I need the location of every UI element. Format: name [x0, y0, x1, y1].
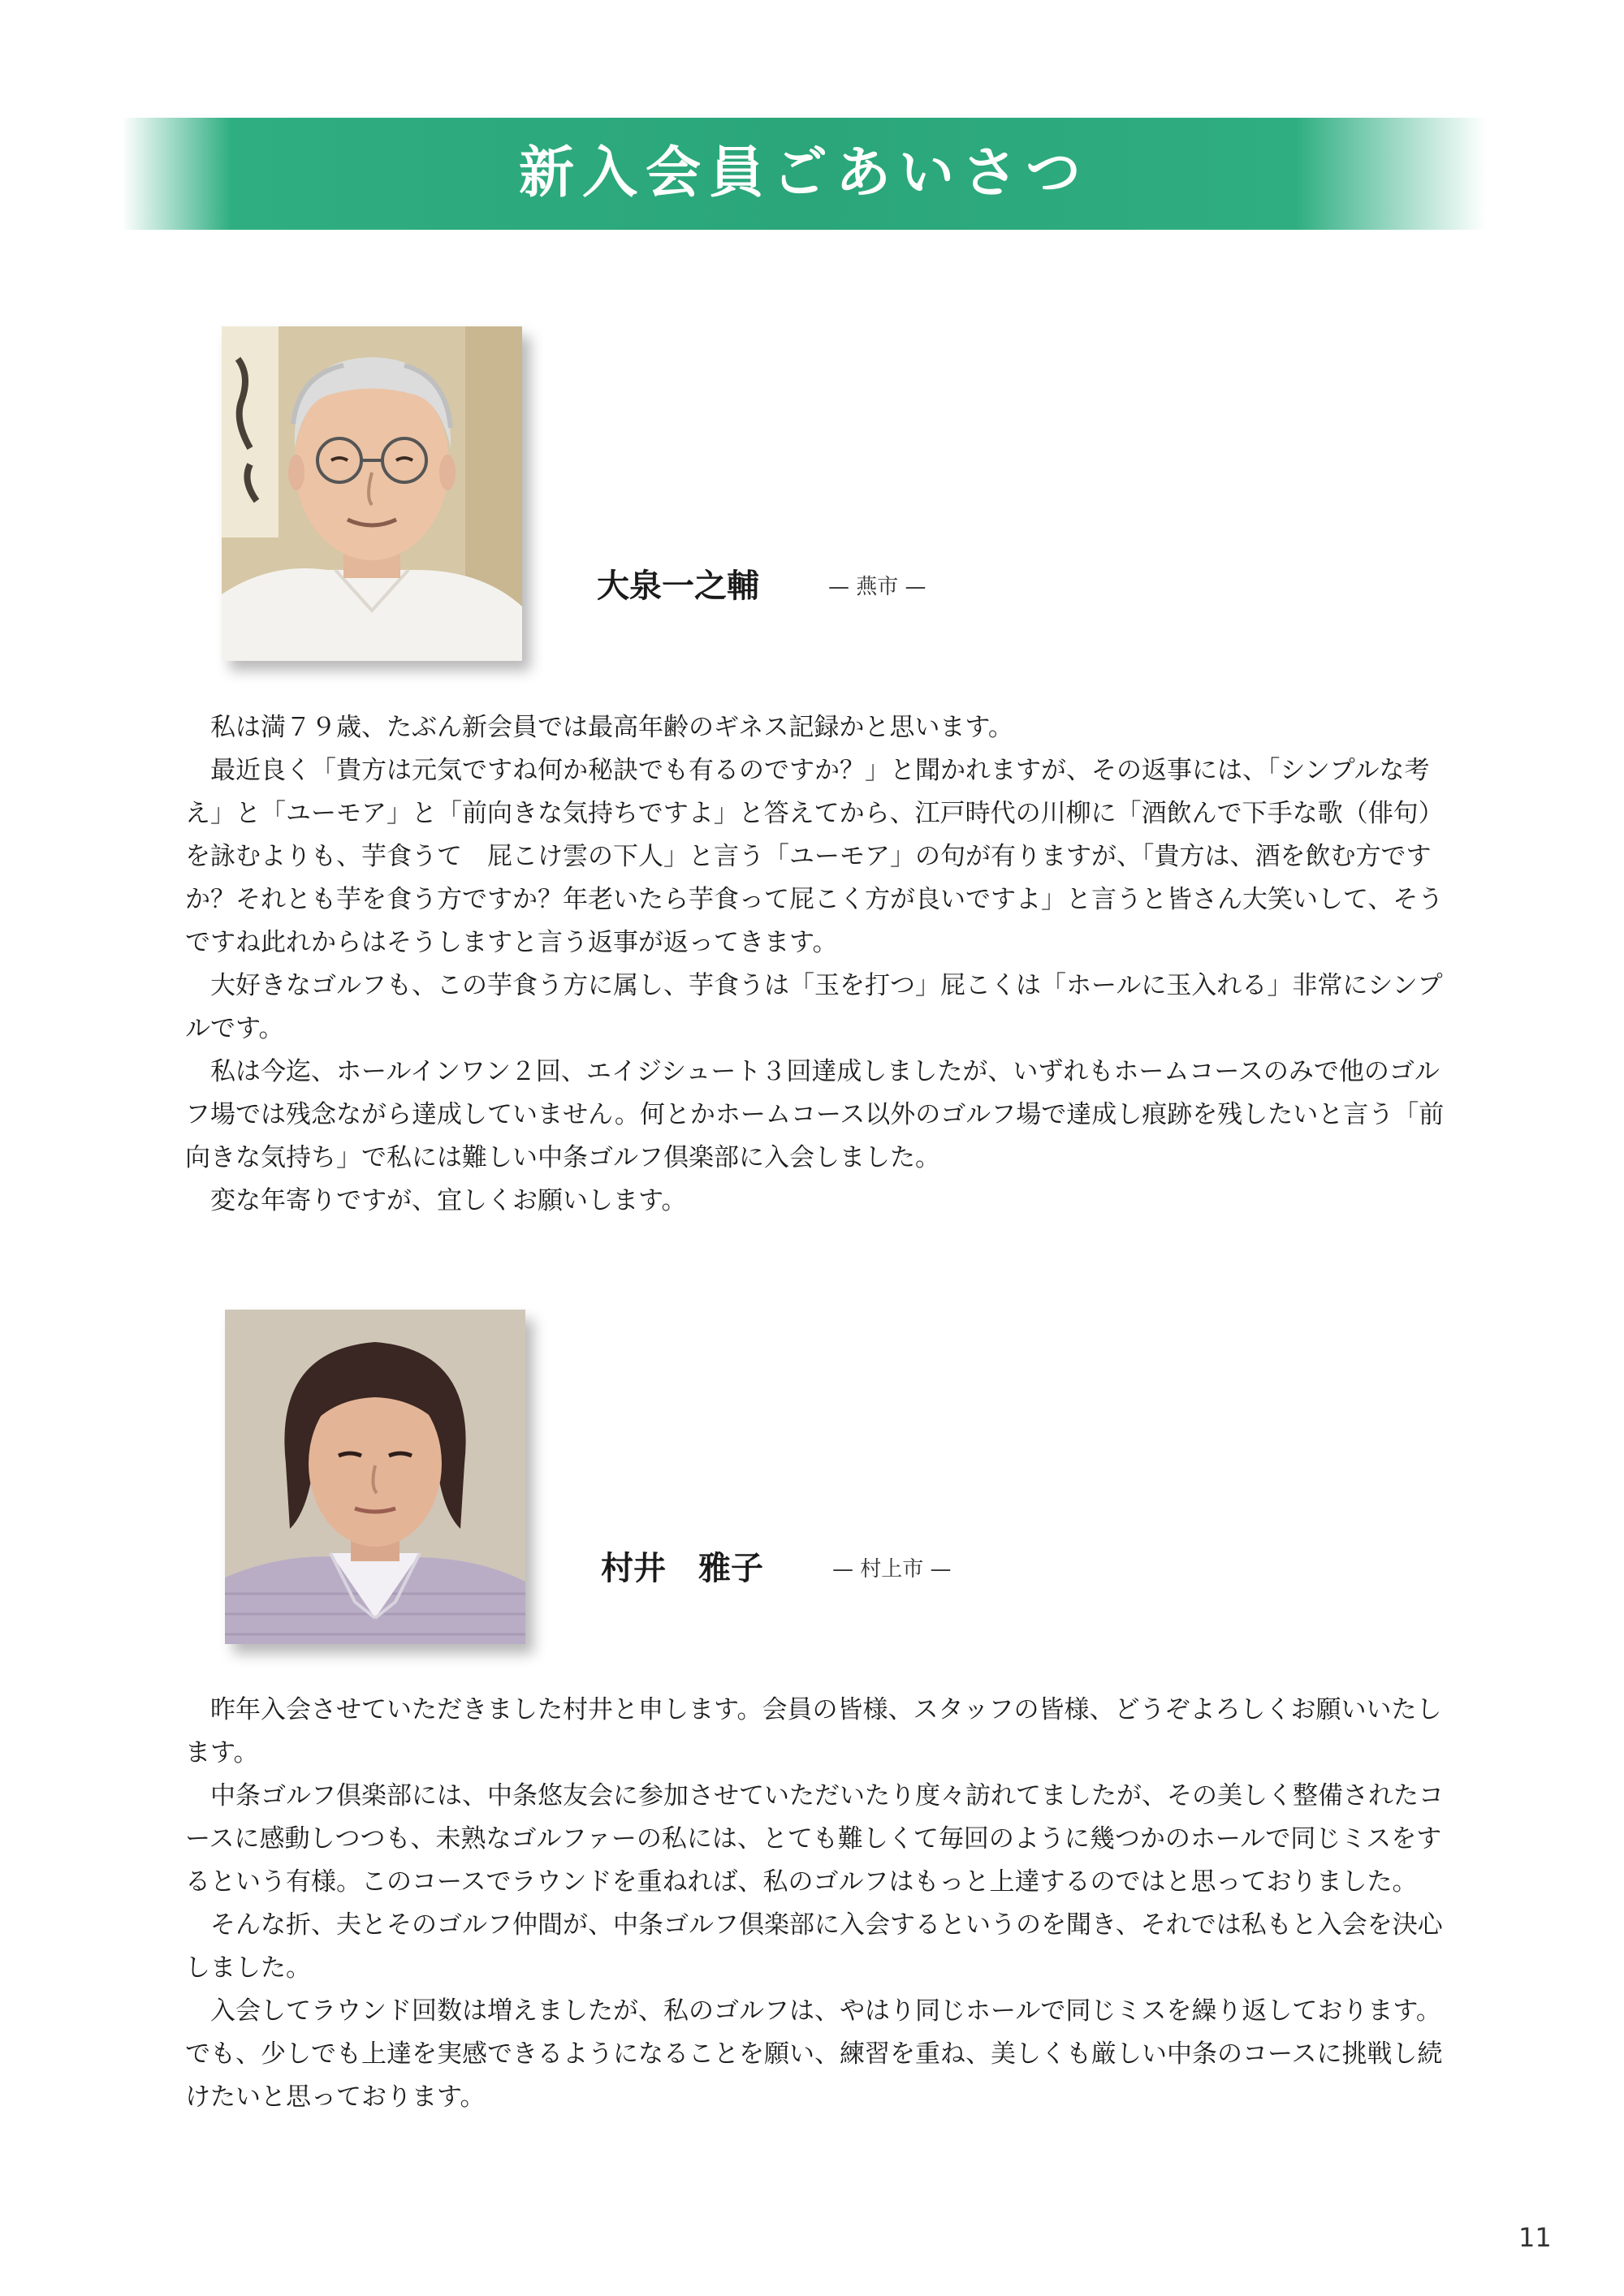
- paragraph: 変な年寄りですが、宜しくお願いします。: [185, 1186, 687, 1215]
- paragraph: 私は満７９歳、たぶん新会員では最高年齢のギネス記録かと思います。: [185, 713, 1013, 742]
- paragraph: 昨年入会させていただきました村井と申します。会員の皆様、スタッフの皆様、どうぞよろしくお願いいたします。: [185, 1695, 1442, 1767]
- member-city: — 燕市 —: [828, 575, 926, 599]
- paragraph: 入会してラウンド回数は増えましたが、私のゴルフは、やはり同じホールで同じミスを繰り返しております。でも、少しでも上達を実感できるようになることを願い、練習を重ね、美しくも厳しい中条のコースに挑戦し続けたいと思っております。: [185, 1996, 1443, 2112]
- paragraph: 最近良く「貴方は元気ですね何か秘訣でも有るのですか？」と聞かれますが、その返事には、「シンプルな考え」と「ユーモア」と「前向きな気持ちですよ」と答えてから、江戸時代の川柳に「酒飲んで下手な歌（俳句）を詠むよりも、芋食うて 屁こけ雲の下人」と言う「ユーモア」の句が有りますが、「貴方は、酒を飲む方ですか？それとも芋を食う方ですか？年老いたら芋食って屁こく方が良いですよ」と言うと皆さん大笑いして、そうですね此れからはそうしますと言う返事が返ってきます。: [185, 756, 1444, 957]
- member-photo-murai: [225, 1310, 525, 1644]
- member-name: 大泉一之輔: [597, 568, 759, 605]
- paragraph: そんな折、夫とそのゴルフ仲間が、中条ゴルフ倶楽部に入会するというのを聞き、それでは私もと入会を決心しました。: [185, 1910, 1443, 1983]
- paragraph: 私は今迄、ホールインワン２回、エイジシュート３回達成しましたが、いずれもホームコースのみで他のゴルフ場では残念ながら達成していません。何とかホームコース以外のゴルフ場で達成し痕跡を残したいと言う「前向きな気持ち」で私には難しい中条ゴルフ倶楽部に入会しました。: [185, 1057, 1445, 1172]
- member-name: 村井 雅子: [601, 1550, 763, 1587]
- greeting-text-murai: [185, 1689, 1452, 2119]
- title-banner: [122, 118, 1486, 230]
- greeting-text-oizumi: [185, 706, 1452, 1223]
- member-city: — 村上市 —: [832, 1557, 952, 1582]
- paragraph: 中条ゴルフ倶楽部には、中条悠友会に参加させていただいたり度々訪れてましたが、その美しく整備されたコースに感動しつつも、未熟なゴルファーの私には、とても難しくて毎回のように幾つかのホールで同じミスをするという有様。このコースでラウンドを重ねれば、私のゴルフはもっと上達するのではと思っておりました。: [185, 1781, 1444, 1897]
- member-photo-oizumi: [222, 326, 522, 661]
- page-title: 新入会員ごあいさつ: [518, 141, 1089, 205]
- page-number: 11: [1518, 2222, 1552, 2253]
- paragraph: 大好きなゴルフも、この芋食う方に属し、芋食うは「玉を打つ」屁こくは「ホールに玉入れる」非常にシンプルです。: [185, 971, 1443, 1043]
